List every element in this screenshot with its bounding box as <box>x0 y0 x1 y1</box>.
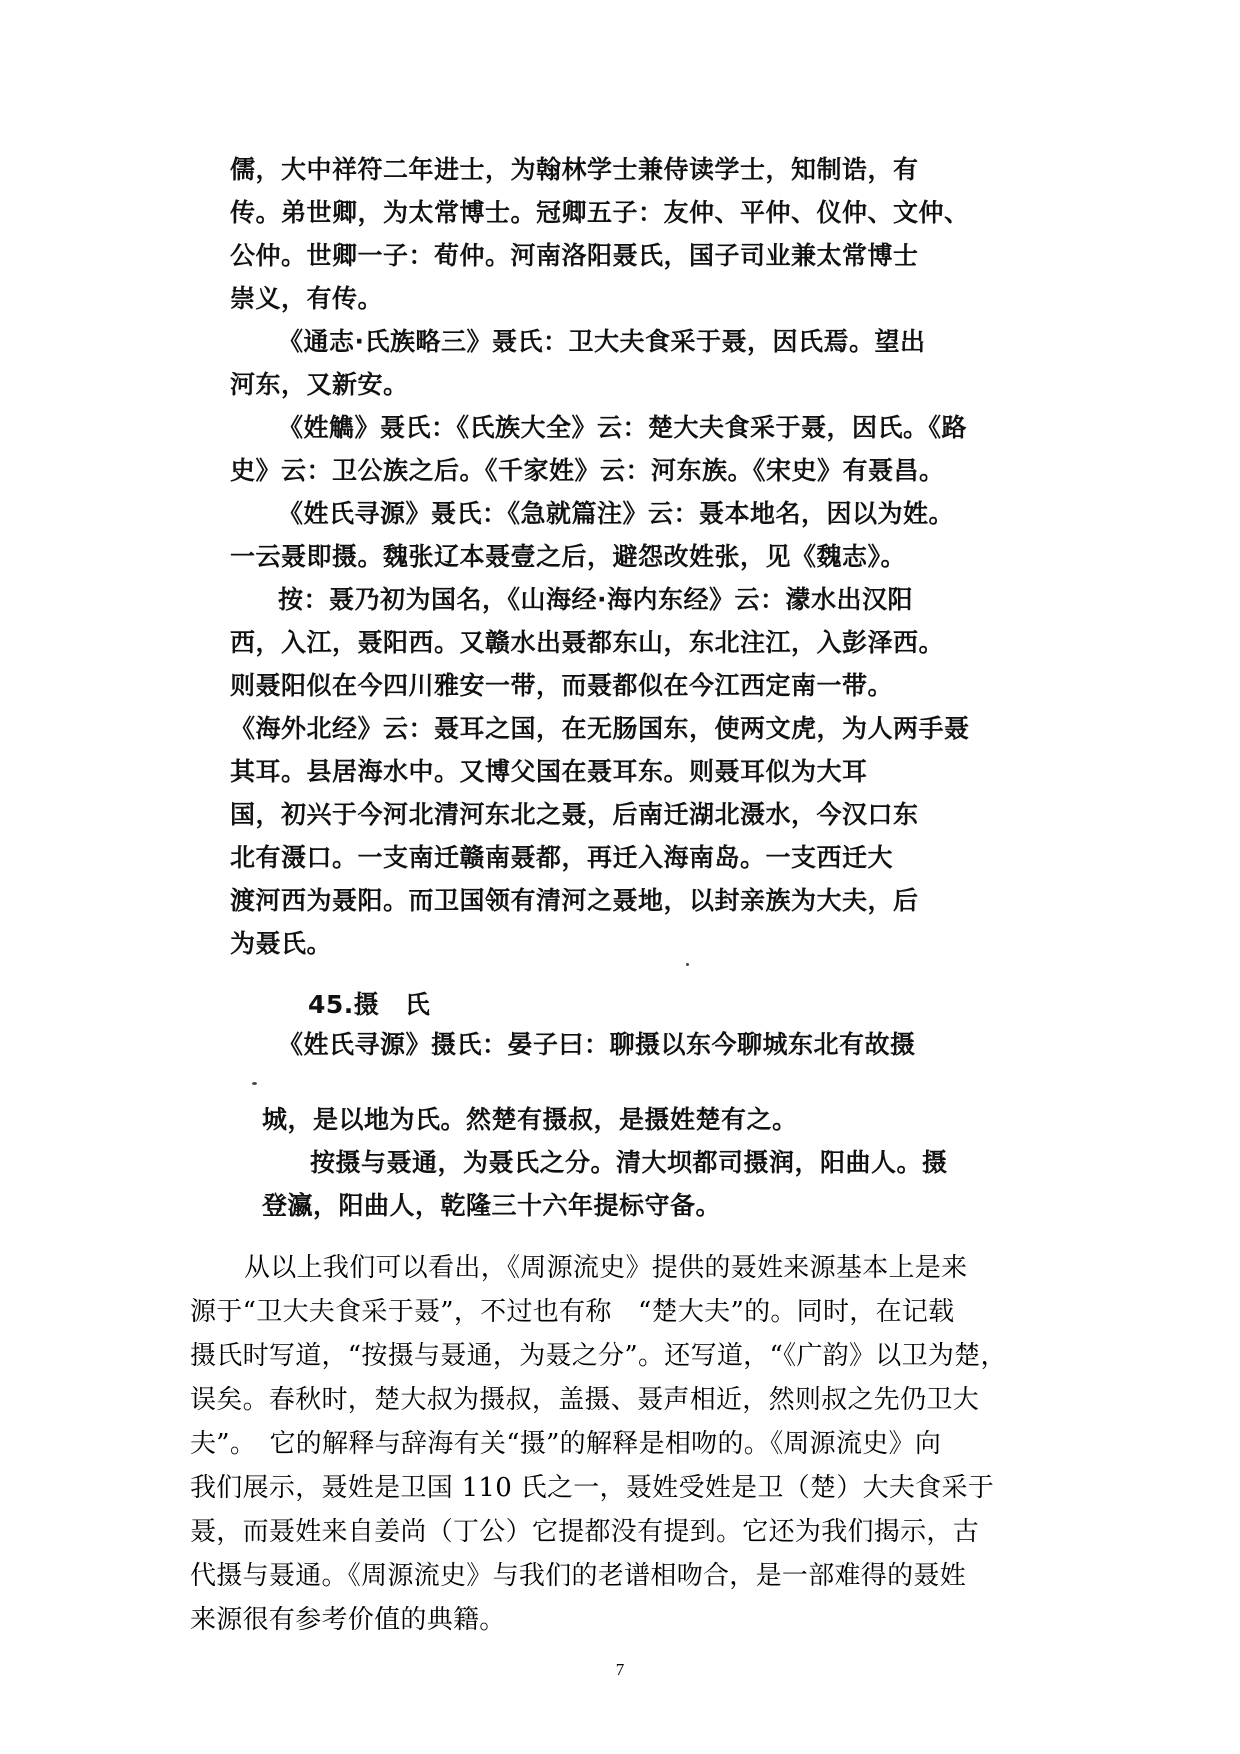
scan-line: 西，入江，聂阳西。又赣水出聂都东山，东北注江，入彭泽西。 <box>230 628 945 657</box>
scan-line: 为聂氏。 <box>230 929 333 958</box>
section-heading: 45.摄 氏 <box>308 990 431 1019</box>
scan-speck <box>686 963 689 966</box>
body-line: 代摄与聂通。《周源流史》与我们的老谱相吻合，是一部难得的聂姓 <box>190 1561 967 1591</box>
scan-line: 北有滠口。一支南迁赣南聂都，再迁入海南岛。一支西迁大 <box>230 843 894 872</box>
body-line: 聂，而聂姓来自姜尚（丁公）它提都没有提到。它还为我们揭示，古 <box>190 1517 980 1547</box>
scan-line: 按：聂乃初为国名，《山海经·海内东经》云：濛水出汉阳 <box>278 585 913 614</box>
body-line: 我们展示，聂姓是卫国 110 氏之一，聂姓受姓是卫（楚）大夫食采于 <box>190 1473 995 1503</box>
scan-line: 《通志·氏族略三》聂氏：卫大夫食采于聂，因氏焉。望出 <box>278 327 926 356</box>
scan-line: 一云聂即摄。魏张辽本聂壹之后，避怨改姓张，见《魏志》。 <box>230 542 907 571</box>
scan-line: 城，是以地为氏。然楚有摄叔，是摄姓楚有之。 <box>262 1105 798 1134</box>
scan-line: 儒，大中祥符二年进士，为翰林学士兼侍读学士，知制诰，有 <box>230 155 919 184</box>
scan-line: 传。弟世卿，为太常博士。冠卿五子：友仲、平仲、仪仲、文仲、 <box>230 198 970 227</box>
scan-line: 国，初兴于今河北清河东北之聂，后南迁湖北滠水，今汉口东 <box>230 800 919 829</box>
scan-line: 《姓氏寻源》聂氏：《急就篇注》云：聂本地名，因以为姓。 <box>278 499 955 528</box>
scan-line: 公仲。世卿一子：荀仲。河南洛阳聂氏，国子司业兼太常博士 <box>230 241 919 270</box>
scan-line: 渡河西为聂阳。而卫国领有清河之聂地，以封亲族为大夫，后 <box>230 886 919 915</box>
body-line: 来源很有参考价值的典籍。 <box>190 1605 506 1635</box>
scan-line: 其耳。县居海水中。又博父国在聂耳东。则聂耳似为大耳 <box>230 757 868 786</box>
scan-line: 按摄与聂通，为聂氏之分。清大坝都司摄润，阳曲人。摄 <box>310 1148 948 1177</box>
scan-speck <box>252 1082 257 1085</box>
page-number: 7 <box>615 1660 625 1679</box>
scan-line: 崇义，有传。 <box>230 284 384 313</box>
body-line: 源于“卫大夫食采于聂”，不过也有称 “楚大夫”的。同时，在记载 <box>190 1297 955 1327</box>
scan-line: 则聂阳似在今四川雅安一带，而聂都似在今江西定南一带。 <box>230 671 894 700</box>
body-line: 从以上我们可以看出，《周源流史》提供的聂姓来源基本上是来 <box>244 1253 968 1283</box>
body-line: 误矣。春秋时，楚大叔为摄叔，盖摄、聂声相近，然则叔之先仍卫大 <box>190 1385 980 1415</box>
scan-line: 登瀛，阳曲人，乾隆三十六年提标守备。 <box>262 1191 722 1220</box>
scan-line: 《海外北经》云：聂耳之国，在无肠国东，使两文虎，为人两手聂 <box>230 714 970 743</box>
body-line: 夫”。 它的解释与辞海有关“摄”的解释是相吻的。《周源流史》向 <box>190 1429 942 1459</box>
body-line: 摄氏时写道，“按摄与聂通，为聂之分”。还写道，“《广韵》以卫为楚， <box>190 1341 1007 1371</box>
scan-line: 《姓氏寻源》摄氏：晏子曰：聊摄以东今聊城东北有故摄 <box>278 1030 916 1059</box>
scan-line: 《姓觹》聂氏：《氏族大全》云：楚大夫食采于聂，因氏。《路 <box>278 413 968 442</box>
scan-line: 史》云：卫公族之后。《千家姓》云：河东族。《宋史》有聂昌。 <box>230 456 945 485</box>
scan-line: 河东，又新安。 <box>230 370 409 399</box>
